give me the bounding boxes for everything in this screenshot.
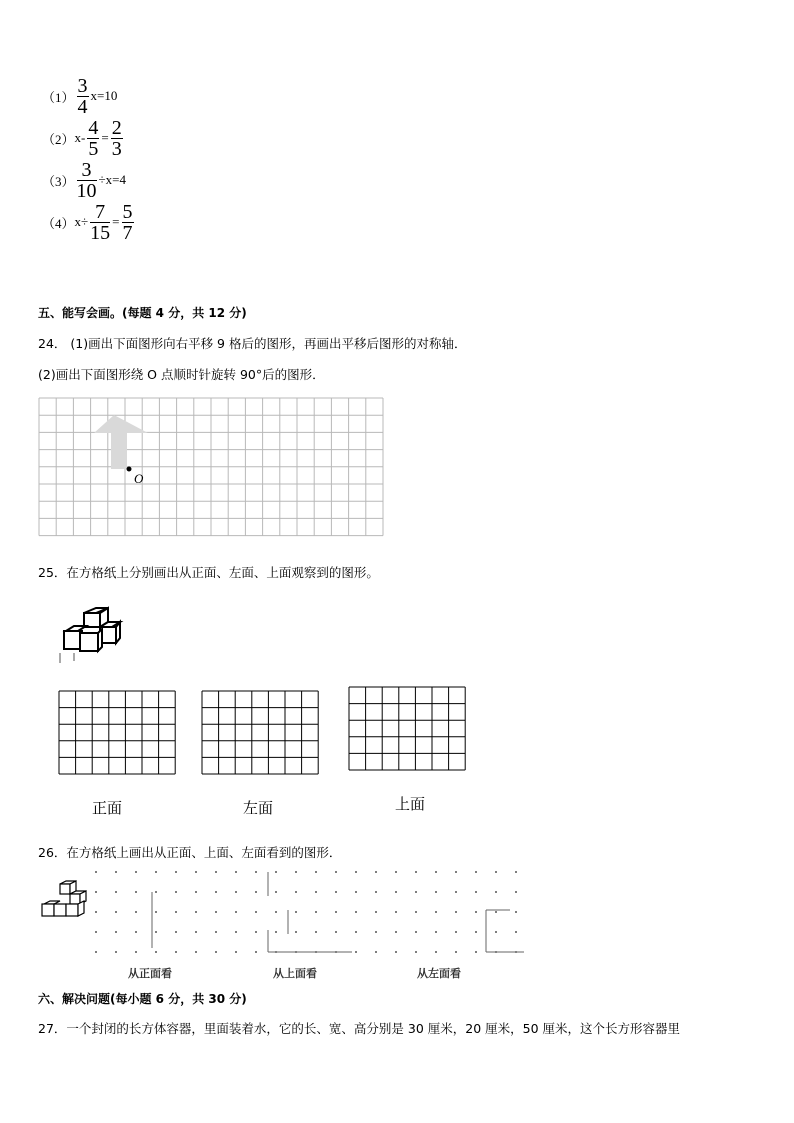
grid-dot	[195, 871, 197, 873]
grid-dot	[115, 891, 117, 893]
grid-top	[348, 686, 468, 788]
grid-dot	[155, 931, 157, 933]
grid-dot	[215, 951, 217, 953]
grid-dot	[435, 951, 437, 953]
grid-dot	[375, 891, 377, 893]
small-cube-figure	[40, 880, 96, 932]
equation-4	[42, 202, 136, 242]
grid-dot	[155, 951, 157, 953]
grid-dot	[355, 871, 357, 873]
grid-dot	[255, 951, 257, 953]
grid-dot	[95, 911, 97, 913]
grid-dot	[515, 871, 517, 873]
grid-dot	[395, 951, 397, 953]
grid-dot	[475, 931, 477, 933]
question-24-text: 24． (1)画出下面图形向右平移 9 格后的图形，再画出平移后图形的对称轴．	[38, 336, 467, 351]
grid-dot	[255, 911, 257, 913]
grid-dot	[375, 871, 377, 873]
grid-dot	[335, 871, 337, 873]
question-24-part2-text: (2)画出下面图形绕 O 点顺时针旋转 90°后的图形．	[38, 367, 325, 382]
fraction: $\frac{7}{15}$	[90, 200, 111, 244]
grid-dot	[175, 911, 177, 913]
eq-tail: ÷x=4	[98, 172, 126, 187]
grid-dot	[435, 871, 437, 873]
grid-dot	[315, 871, 317, 873]
grid-dot	[235, 891, 237, 893]
grid-dot	[135, 951, 137, 953]
label-top: 上面	[395, 795, 426, 813]
grid-dot	[195, 931, 197, 933]
grid-dot	[515, 911, 517, 913]
grid-dot	[135, 891, 137, 893]
grid-dot	[315, 911, 317, 913]
cube-stack-figure	[56, 605, 136, 667]
fraction: $\frac{5}{7}$	[122, 200, 133, 244]
grid-dot	[235, 911, 237, 913]
grid-dot	[175, 951, 177, 953]
grid-dot	[215, 911, 217, 913]
grid-dot	[175, 931, 177, 933]
label-left: 左面	[243, 799, 274, 817]
label-view-left: 从左面看	[417, 968, 461, 980]
grid-dot	[435, 891, 437, 893]
grid-dot	[375, 911, 377, 913]
grid-dot	[515, 931, 517, 933]
grid-dot	[355, 931, 357, 933]
grid-dot	[115, 871, 117, 873]
grid-dot	[295, 871, 297, 873]
grid-dot	[455, 891, 457, 893]
grid-dot	[95, 891, 97, 893]
question-27-text: 27．一个封闭的长方体容器，里面装着水，它的长、宽、高分别是 30 厘米，20 厘米，50 厘米，这个长方形容器里	[38, 1021, 681, 1036]
eq-number: （2）	[42, 131, 75, 147]
eq-op: =	[112, 214, 120, 229]
grid-dot	[235, 931, 237, 933]
grid-dot	[335, 931, 337, 933]
grid-dot	[275, 931, 277, 933]
grid-dot	[155, 891, 157, 893]
grid-dot	[95, 931, 97, 933]
grid-dot	[315, 931, 317, 933]
grid-dot	[395, 911, 397, 913]
grid-dot	[515, 891, 517, 893]
grid-dot	[355, 911, 357, 913]
equation-3	[42, 160, 126, 200]
grid-dot	[295, 891, 297, 893]
label-view-front: 从正面看	[128, 968, 172, 980]
grid-dot	[195, 891, 197, 893]
grid-dot	[375, 951, 377, 953]
arrow-shape	[94, 415, 148, 469]
grid-dot	[295, 931, 297, 933]
grid-dot	[215, 931, 217, 933]
grid-dot	[155, 911, 157, 913]
grid-dot	[435, 931, 437, 933]
grid-dot	[115, 931, 117, 933]
grid-dot	[395, 931, 397, 933]
grid-dot	[395, 871, 397, 873]
grid-dot	[255, 931, 257, 933]
eq-tail: x=10	[90, 88, 118, 103]
pivot-point-o	[127, 467, 132, 472]
dotted-grid-area	[92, 868, 528, 958]
grid-dot	[275, 891, 277, 893]
grid-dot	[315, 891, 317, 893]
question-25-text: 25．在方格纸上分别画出从正面、左面、上面观察到的图形。	[38, 565, 379, 580]
grid-left	[201, 690, 321, 792]
grid-dot	[135, 871, 137, 873]
grid-dot	[155, 871, 157, 873]
grid-dot	[135, 911, 137, 913]
section-6-heading: 六、解决问题(每小题 6 分，共 30 分)	[38, 992, 247, 1006]
grid-dot	[495, 871, 497, 873]
grid-dot	[475, 911, 477, 913]
grid-dot	[335, 911, 337, 913]
label-view-top: 从上面看	[273, 968, 317, 980]
grid-dot	[475, 951, 477, 953]
grid-dot	[495, 931, 497, 933]
eq-number: （3）	[42, 173, 75, 189]
grid-dot	[255, 871, 257, 873]
grid-dot	[195, 951, 197, 953]
pivot-label: O	[134, 471, 144, 486]
eq-number: （4）	[42, 215, 75, 231]
rotation-grid	[38, 397, 388, 544]
grid-dot	[95, 951, 97, 953]
grid-dot	[115, 951, 117, 953]
grid-dot	[455, 951, 457, 953]
grid-dot	[175, 871, 177, 873]
eq-op: =	[101, 130, 109, 145]
grid-front	[58, 690, 178, 792]
grid-dot	[255, 891, 257, 893]
grid-dot	[355, 951, 357, 953]
grid-dot	[475, 871, 477, 873]
equation-2	[42, 118, 125, 158]
grid-dot	[335, 891, 337, 893]
grid-dot	[215, 891, 217, 893]
grid-dot	[495, 891, 497, 893]
section-5-heading: 五、能写会画。(每题 4 分，共 12 分)	[38, 306, 247, 320]
grid-dot	[435, 911, 437, 913]
fraction: $\frac{3}{4}$	[77, 74, 88, 118]
grid-dot	[395, 891, 397, 893]
grid-dot	[475, 891, 477, 893]
fraction: $\frac{2}{3}$	[111, 116, 122, 160]
grid-dot	[235, 871, 237, 873]
grid-dot	[355, 891, 357, 893]
grid-dot	[115, 911, 117, 913]
grid-dot	[195, 911, 197, 913]
equation-1	[42, 76, 117, 116]
grid-dot	[455, 931, 457, 933]
grid-dot	[275, 911, 277, 913]
eq-pre: x-	[74, 130, 86, 145]
grid-dot	[295, 911, 297, 913]
fraction: $\frac{4}{5}$	[88, 116, 99, 160]
grid-dot	[375, 931, 377, 933]
grid-dot	[415, 891, 417, 893]
grid-dot	[175, 891, 177, 893]
grid-dot	[495, 911, 497, 913]
grid-dot	[415, 871, 417, 873]
eq-number: （1）	[42, 89, 75, 105]
eq-pre: x÷	[74, 214, 89, 229]
grid-dot	[215, 871, 217, 873]
grid-dot	[415, 911, 417, 913]
grid-dot	[415, 951, 417, 953]
grid-dot	[415, 931, 417, 933]
grid-dot	[135, 931, 137, 933]
fraction: $\frac{3}{10}$	[76, 158, 97, 202]
grid-dot	[275, 871, 277, 873]
label-front: 正面	[92, 799, 123, 817]
grid-dot	[235, 951, 237, 953]
grid-dot	[95, 871, 97, 873]
question-26-text: 26．在方格纸上画出从正面、上面、左面看到的图形．	[38, 845, 342, 860]
grid-dot	[455, 911, 457, 913]
grid-dot	[455, 871, 457, 873]
